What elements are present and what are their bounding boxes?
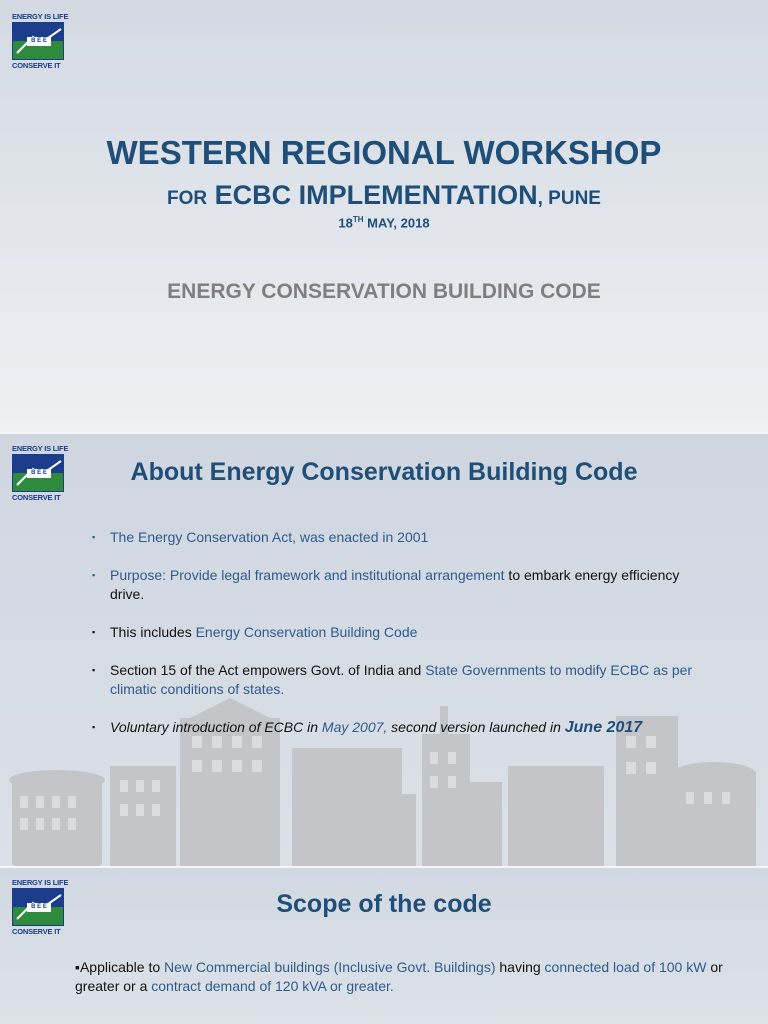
bee-logo: ENERGY IS LIFE B E E CONSERVE IT: [12, 444, 69, 502]
about-bullet-list: [92, 528, 712, 756]
about-title: About Energy Conservation Building Code: [130, 458, 638, 486]
list-item: ▪ Section 15 of the Act empowers Govt. of India and State Governments to modify ECBC as per climatic conditions of states.: [92, 662, 693, 697]
lightning-icon: [12, 22, 64, 60]
list-item: ▪ Voluntary introduction of ECBC in May 2007, second version launched in June 2017: [92, 719, 643, 736]
workshop-subtitle: [0, 180, 768, 211]
subtitle-for: FOR: [167, 188, 208, 209]
logo-top-text: ENERGY IS LIFE: [12, 12, 69, 21]
list-item: ▪ The Energy Conservation Act, was enacted in 2001: [92, 529, 429, 545]
lightning-icon: B E E: [12, 888, 64, 926]
code-heading: ENERGY CONSERVATION BUILDING CODE: [167, 280, 601, 303]
bee-logo: [12, 12, 67, 70]
scope-paragraph: ▪Applicable to New Commercial buildings (Inclusive Govt. Buildings) having connected load of 100 kW or greater or a contract demand of 120 kVA or greater.: [75, 959, 723, 994]
logo-bee-text: B E E: [27, 37, 51, 46]
list-item: ▪ This includes Energy Conservation Building Code: [92, 624, 418, 640]
workshop-date: 18TH MAY, 2018: [338, 215, 430, 231]
title-slide: [0, 0, 768, 432]
logo-bottom-text: CONSERVE IT: [12, 61, 61, 70]
about-slide: [0, 434, 768, 866]
workshop-title: WESTERN REGIONAL WORKSHOP: [106, 134, 662, 171]
bee-logo: ENERGY IS LIFE B E E CONSERVE IT: [12, 878, 69, 936]
scope-title: Scope of the code: [276, 890, 492, 918]
subtitle-city: , PUNE: [537, 188, 601, 209]
list-item: ▪ Purpose: Provide legal framework and institutional arrangement to embark energy efficiency drive.: [92, 567, 680, 602]
lightning-icon: B E E: [12, 454, 64, 492]
scope-slide: [0, 868, 768, 1024]
subtitle-main: ECBC IMPLEMENTATION: [214, 180, 538, 210]
